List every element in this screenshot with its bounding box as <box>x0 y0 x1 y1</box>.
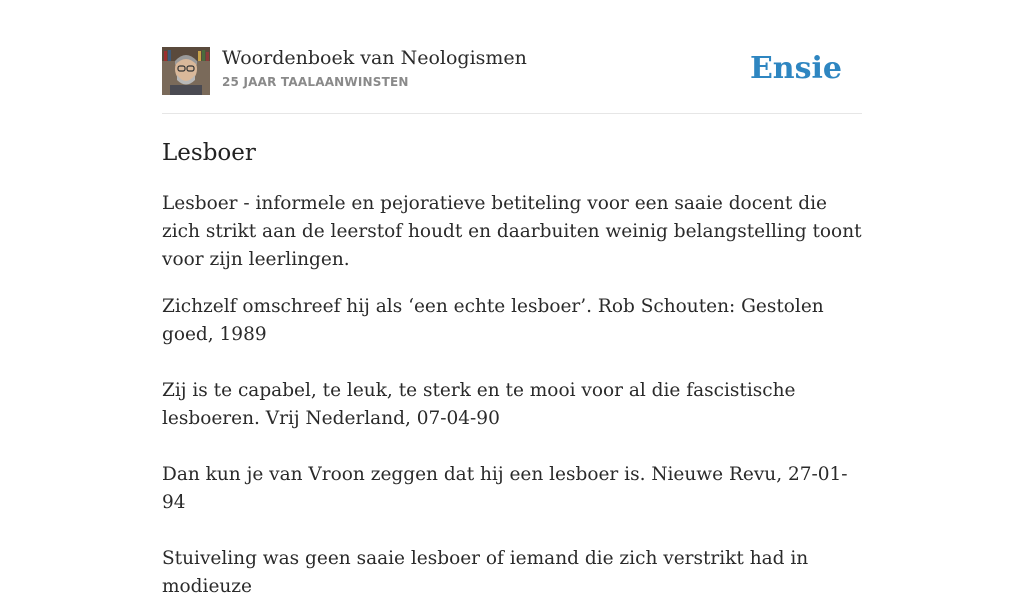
header <box>162 47 862 114</box>
author-avatar[interactable] <box>162 47 210 95</box>
post-title: Lesboer <box>162 140 256 166</box>
blog-subtitle: 25 JAAR TAALAANWINSTEN <box>222 75 409 89</box>
blog-title[interactable]: Woordenboek van Neologismen <box>222 47 527 69</box>
quote-paragraph: Zij is te capabel, te leuk, te sterk en te mooi voor al die fascistische lesboeren. Vrij Nederland, 07-04-90 <box>162 380 796 429</box>
quote-paragraph: Dan kun je van Vroon zeggen dat hij een lesboer is. Nieuwe Revu, 27-01-94 <box>162 464 848 513</box>
avatar-image <box>162 47 210 95</box>
ensie-logo-link[interactable]: Ensie <box>749 51 842 86</box>
page <box>162 0 862 601</box>
quote-paragraph: Stuiveling was geen saaie lesboer of iemand die zich verstrikt had in modieuze <box>162 548 809 597</box>
quote-paragraph: Zichzelf omschreef hij als ‘een echte lesboer’. Rob Schouten: Gestolen goed, 1989 <box>162 296 824 345</box>
definition-text: Lesboer - informele en pejoratieve betiteling voor een saaie docent die zich strikt aan de leerstof houdt en daarbuiten weinig belangstelling toont voor zijn leerlingen. <box>162 193 862 270</box>
